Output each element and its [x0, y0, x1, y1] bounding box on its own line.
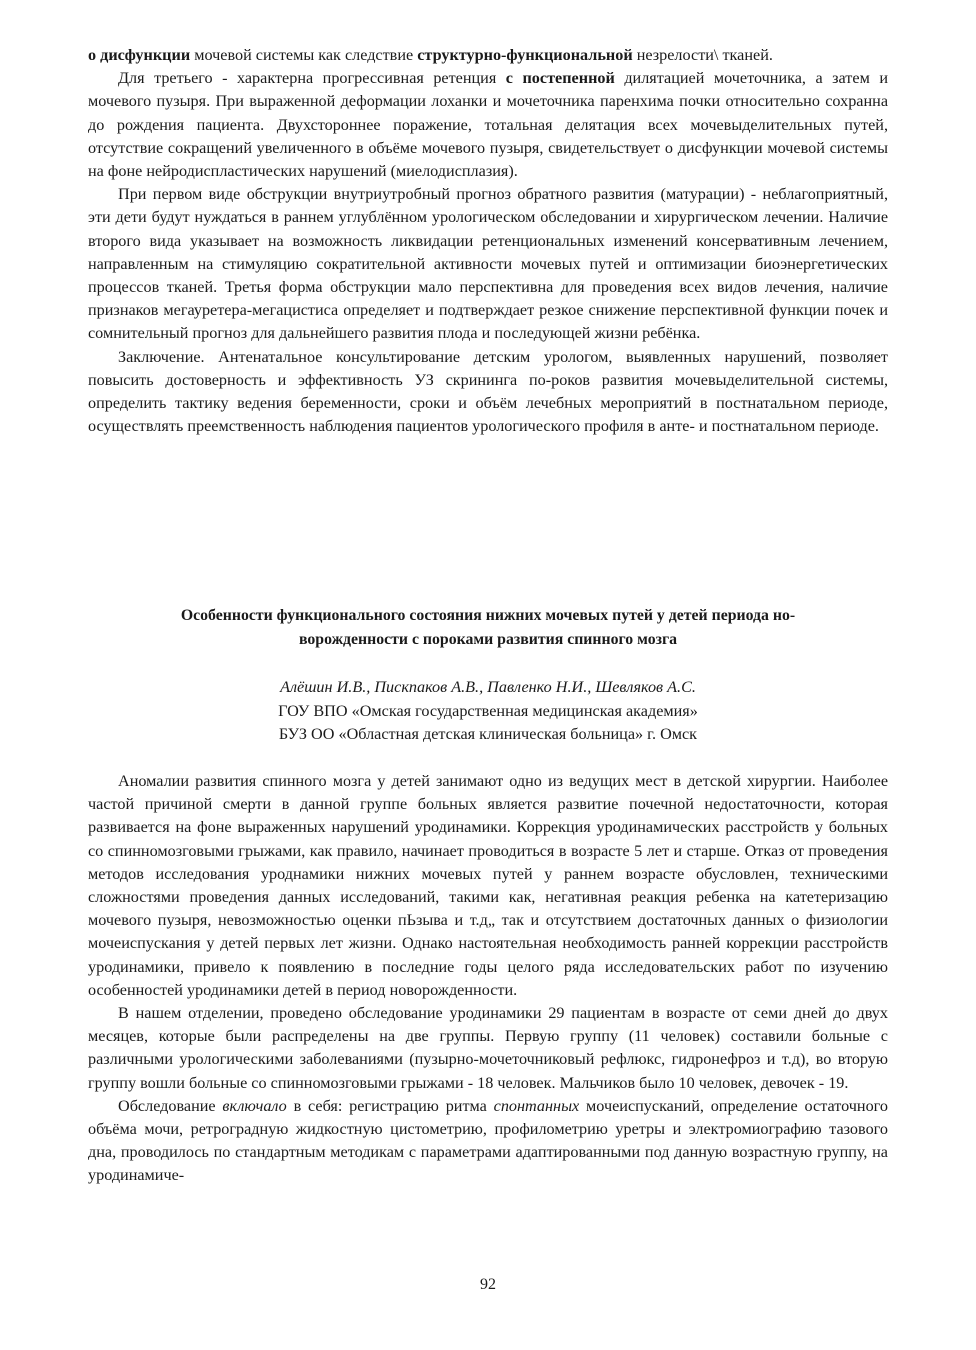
article-body [88, 770, 888, 1188]
bold-term: с постепенной [505, 69, 615, 88]
title-line: Особенности функционального состояния нижних мочевых путей у детей периода но- [180, 607, 796, 624]
paragraph: В нашем отделении, проведено обследование уродинамики 29 пациентам в возрасте от семи дней до двух месяцев, которые были распределены на две группы. Первую группу (11 человек) составили больные с различными урологическими заболеваниями (пузырно-мочеточниковый рефлюкс, гидронефроз и т.д), во вторую группу вошли больные со спинномозговыми грыжами - 18 человек. Мальчиков было 10 человек, девочек - 19. [88, 1004, 888, 1092]
author-block [88, 676, 888, 747]
section-continuation [88, 44, 888, 438]
bold-term: структурно-функциональной [417, 46, 633, 64]
affiliation: ГОУ ВПО «Омская государственная медицинская академия» [278, 701, 698, 720]
paragraph: Аномалии развития спинного мозга у детей занимают одно из ведущих мест в детской хирургии. Наиболее частой причиной смерти в данной группе больных является развитие почечной недостаточности, которая развивается на фоне выраженных нарушений уродинамики. Коррекция уродинамических расстройств у больных со спинномозговыми грыжами, как правило, начинает проводиться в возрасте 5 лет и старше. Отказ от проведения методов исследования уроднамики нижних мочевых путей у раннем возрасте обусловлен, техническими сложностями проведения данных исследований, такими как, негативная реакция ребенка на катетеризацию мочевого пузыря, невозможностью оценки пЬзыва и т.д„ так и отсутствием достаточных данных о физиологии мочеиспускания у детей первых лет жизни. Однако настоятельная необходимость ранней коррекции расстройств уродинамики, привело к появлению в последние годы целого ряда исследовательских работ по изучению особенностей уродинамики детей в период новорожденности. [88, 772, 888, 999]
paragraph: о дисфункции мочевой системы как следствие структурно-функциональной незрелости\ тканей. [88, 46, 773, 64]
bold-term: о дисфункции [88, 46, 191, 64]
title-line: ворожденности с пороками развития спинного мозга [298, 631, 678, 648]
author-list: Алёшин И.В., Пискпаков А.В., Павленко Н.И., Шевляков А.С. [280, 678, 696, 696]
page-number: 92 [480, 1276, 496, 1293]
italic-term: спонтанных [493, 1096, 580, 1115]
article-title [88, 604, 888, 652]
paragraph: Для третьего - характерна прогрессивная ретенция с постепенной дилятацией мочеточника, а затем и мочевого пузыря. При выраженной деформации лоханки и мочеточника паренхима почки относительно сохранна до рождения пациента. Двухстороннее поражение, тотальная делятация всех мочевыделительных путей, отсутствие сокращений увеличенного в объёме мочевого пузыря, свидетельствует о дисфункции мочевой системы на фоне нейродиспластических нарушений (миелодисплазия). [88, 69, 888, 181]
conclusion-paragraph: Заключение. Антенатальное консультирование детским урологом, выявленных нарушений, позволяет повысить достоверность и эффективность УЗ скрининга по-роков развития мочевыделительной системы, определить тактику ведения беременности, сроки и объём лечебных мероприятий в постнатальном периоде, осуществлять преемственность наблюдения пациентов урологического профиля в анте- и постнатальном периоде. [88, 347, 888, 436]
affiliation: БУЗ ОО «Областная детская клиническая больница» г. Омск [278, 725, 698, 743]
italic-term: включало [222, 1096, 287, 1115]
paragraph: Обследование включало в себя: регистрацию ритма спонтанных мочеиспусканий, определение остаточного объёма мочи, ретроградную жидкостную цистометрию, профилометрию уретры и электромиографию тазового дна, проводилось по стандартным методикам с параметрами адаптированными под данную возрастную группу, на уродинамиче- [88, 1096, 888, 1185]
paragraph: При первом виде обструкции внутриутробный прогноз обратного развития (матурации) - неблагоприятный, эти дети будут нуждаться в раннем углублённом урологическом обследовании и хирургическом лечении. Наличие второго вида указывает на возможность ликвидации ретенциональных изменений консервативным лечением, направленным на стимуляцию сократительной активности мочевых путей и оптимизации биоэнергетических процессов тканей. Третья форма обструкции мало перспективна для проведения всех видов лечения, наличие признаков мегауретера-мегацистиса определяет и подтверждает резкое снижение перспективной функции почек и сомнительный прогноз для дальнейшего развития плода и последующей жизни ребёнка. [88, 185, 888, 343]
